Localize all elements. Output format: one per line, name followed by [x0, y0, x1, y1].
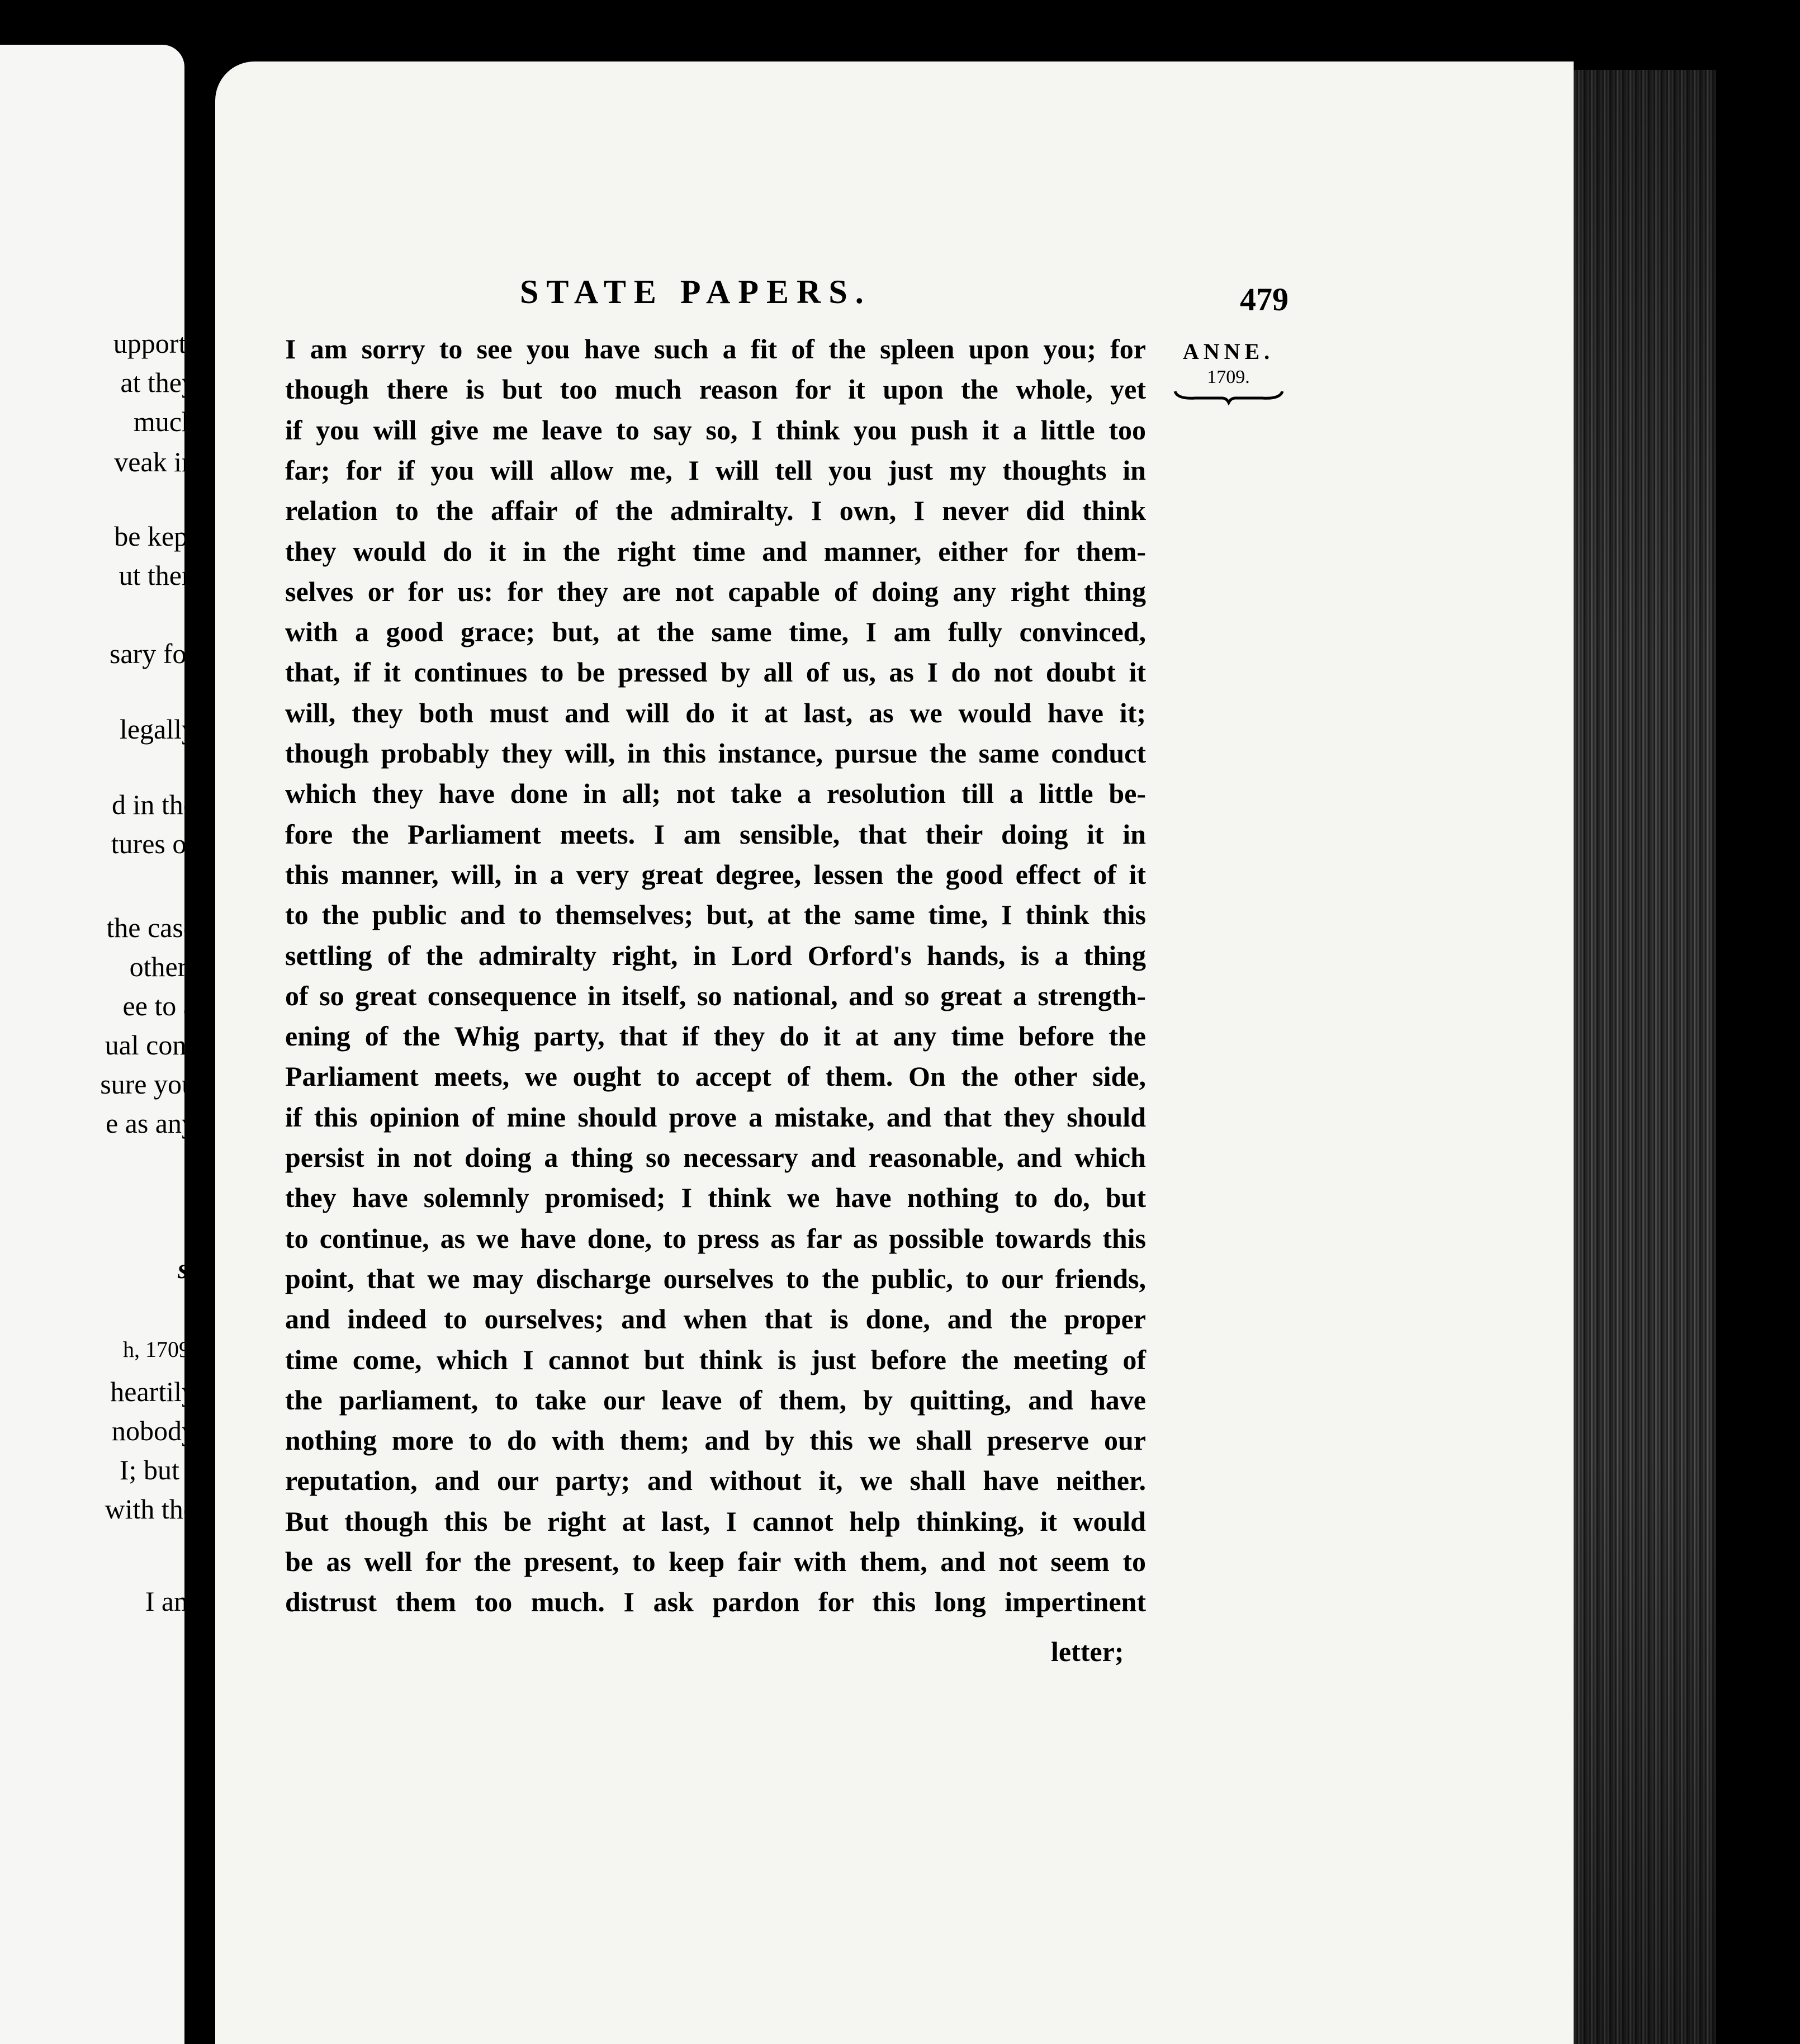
text-line: I am sorry to see you have such a fit of the spleen upon you; for	[285, 333, 1146, 365]
text-line: which they have done in all; not take a resolution till a little be-	[285, 778, 1146, 810]
text-line: to continue, as we have done, to press as far as possible towards this	[285, 1222, 1146, 1254]
left-page-text-fragment: h, 1709.	[123, 1337, 196, 1362]
text-line: persist in not doing a thing so necessary and reasonable, and which	[285, 1142, 1146, 1173]
text-line: nothing more to do with them; and by this we shall preserve our	[285, 1425, 1146, 1456]
left-page-text-fragment: tures or	[111, 828, 196, 859]
text-line: selves or for us: for they are not capable of doing any right thing	[285, 575, 1146, 607]
left-page-text-fragment: sary for	[109, 638, 196, 669]
text-line: relation to the affair of the admiralty. I own, I never did think	[285, 495, 1146, 527]
left-page-text-fragment: sure you	[100, 1068, 196, 1100]
left-page-text-fragment: veak in	[114, 446, 196, 477]
left-page-text-fragment: ual con-	[105, 1029, 196, 1061]
page-edge-stack	[1574, 70, 1716, 2044]
text-line: point, that we may discharge ourselves to the public, to our friends,	[285, 1262, 1146, 1294]
left-page-text-fragment: the case	[106, 912, 196, 943]
margin-note-name: ANNE.	[1182, 339, 1275, 364]
text-line: fore the Parliament meets. I am sensible, that their doing it in	[285, 818, 1146, 850]
text-line: of so great consequence in itself, so national, and so great a strength-	[285, 980, 1146, 1011]
catchword: letter;	[1051, 1636, 1124, 1667]
text-line: reputation, and our party; and without it, we shall have neither.	[285, 1465, 1146, 1497]
page-number: 479	[1240, 281, 1289, 318]
left-page-text-fragment: nobody	[112, 1415, 196, 1446]
left-page-text-fragment: other-	[129, 951, 196, 982]
margin-note-year: 1709.	[1207, 367, 1250, 387]
left-page-text-fragment: heartily	[110, 1376, 196, 1407]
text-line: with a good grace; but, at the same time, I am fully convinced,	[285, 616, 1146, 648]
left-page-text-fragment: d in the	[112, 789, 196, 820]
text-line: settling of the admiralty right, in Lord Orford's hands, is a thing	[285, 939, 1146, 971]
left-page-text-fragment: I am	[145, 1586, 196, 1617]
text-line: will, they both must and will do it at last, as we would have it;	[285, 697, 1146, 728]
text-line: if you will give me leave to say so, I think you push it a little too	[285, 414, 1146, 446]
left-page-text-fragment: ut then	[119, 560, 196, 591]
text-line: they would do it in the right time and manner, either for them-	[285, 535, 1146, 567]
text-line: be as well for the present, to keep fair with them, and not seem to	[285, 1546, 1146, 1577]
left-page-text-fragment: I; but I	[119, 1454, 196, 1485]
text-line: though there is but too much reason for it upon the whole, yet	[285, 373, 1146, 405]
left-page-text-fragment: legally	[119, 713, 196, 745]
left-page-text-fragment: e as any	[105, 1108, 196, 1139]
left-page-text-fragment: be kept	[114, 521, 196, 552]
text-line: if this opinion of mine should prove a mistake, and that they should	[285, 1101, 1146, 1133]
margin-note	[1171, 338, 1286, 404]
text-line: ening of the Whig party, that if they do it at any time before the	[285, 1020, 1146, 1052]
text-line: But though this be right at last, I cannot help thinking, it would	[285, 1505, 1146, 1537]
left-page-text-fragment: much	[133, 406, 196, 437]
text-line: distrust them too much. I ask pardon for this long impertinent	[285, 1586, 1146, 1618]
text-line: this manner, will, in a very great degree, lessen the good effect of it	[285, 858, 1146, 890]
left-page-text-fragment: at they	[120, 367, 196, 398]
brace-ornament	[1173, 388, 1285, 404]
text-line: they have solemnly promised; I think we have nothing to do, but	[285, 1182, 1146, 1214]
text-line: time come, which I cannot but think is just before the meeting of	[285, 1343, 1146, 1375]
left-page-text-fragment: upport-	[113, 328, 196, 359]
text-line: Parliament meets, we ought to accept of them. On the other side,	[285, 1061, 1146, 1092]
text-line: though probably they will, in this instance, pursue the same conduct	[285, 737, 1146, 769]
text-line: to the public and to themselves; but, at the same time, I think this	[285, 899, 1146, 931]
text-line: and indeed to ourselves; and when that is done, and the proper	[285, 1303, 1146, 1335]
running-head: STATE PAPERS.	[520, 273, 871, 310]
previous-page	[0, 45, 196, 2044]
text-line: that, if it continues to be pressed by all of us, as I do not doubt it	[285, 656, 1146, 688]
text-line: the parliament, to take our leave of them, by quitting, and have	[285, 1384, 1146, 1416]
left-page-text-fragment: ee to a	[122, 990, 196, 1021]
text-line: far; for if you will allow me, I will tell you just my thoughts in	[285, 454, 1146, 486]
left-page-text-fragment: with the	[105, 1493, 196, 1525]
left-page-text-fragment: s.	[178, 1253, 196, 1284]
